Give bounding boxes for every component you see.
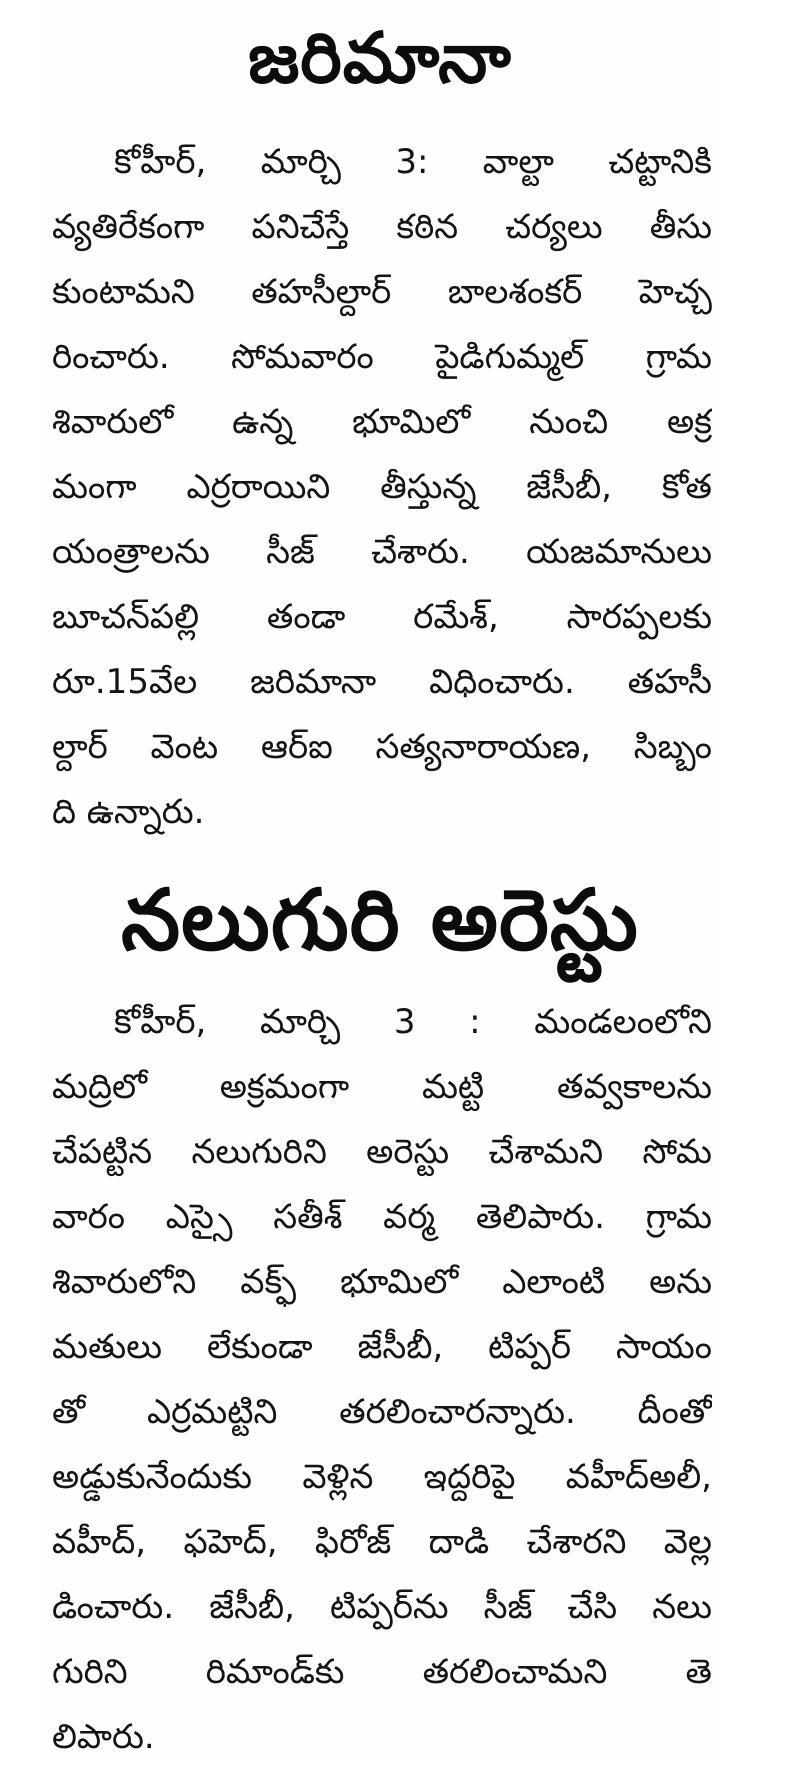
article-1-line: రించారు. సోమవారం పైడిగుమ్మల్ గ్రామ [52,337,712,377]
article-1-line: వ్యతిరేకంగా పనిచేస్తే కఠిన చర్యలు తీసు [52,207,712,247]
article-2-line: కోహీర్, మార్చి 3 : మండలంలోని [114,1002,712,1042]
article-1-line: ది ఉన్నారు. [52,792,205,832]
article-2-line: మద్రిలో అక్రమంగా మట్టి తవ్వకాలను [52,1067,712,1107]
article-2-line: తో ఎర్రమట్టిని తరలించారన్నారు. దీంతో [52,1392,712,1432]
article-1-body [52,130,712,845]
article-2-line: మతులు లేకుండా జేసీబీ, టిప్పర్ సాయం [52,1327,712,1367]
article-1-line: కుంటామని తహసీల్దార్ బాలశంకర్ హెచ్చ [52,272,712,312]
news-clipping [40,0,720,1760]
article-2-body [52,990,712,1770]
article-2-line: చేపట్టిన నలుగురిని అరెస్టు చేశామని సోమ [52,1132,712,1172]
article-2-line: అడ్డుకునేందుకు వెళ్లిన ఇద్దరిపై వహీద్‌అలీ, [52,1457,712,1497]
article-1-line: బూచన్‌పల్లి తండా రమేశ్, సారప్పలకు [52,597,712,637]
article-1-line: యంత్రాలను సీజ్ చేశారు. యజమానులు [52,532,712,572]
article-1-line: రూ.15వేల జరిమానా విధించారు. తహసీ [52,662,712,702]
article-1-line: మంగా ఎర్రరాయిని తీస్తున్న జేసీబీ, కోత [52,467,712,507]
article-2-line: వహీద్, ఫహెద్, ఫిరోజ్ దాడి చేశారని వెల్ల [52,1522,712,1562]
article-2-line: డించారు. జేసీబీ, టిప్పర్‌ను సీజ్ చేసి నలు [52,1587,712,1627]
article-1-line: కోహీర్, మార్చి 3: వాల్టా చట్టానికి [114,142,712,182]
article-2-line: లిపారు. [52,1717,155,1757]
article-1-line: శివారులో ఉన్న భూమిలో నుంచి అక్ర [52,402,712,442]
article-1-line: ల్దార్ వెంట ఆర్ఐ సత్యనారాయణ, సిబ్బం [52,727,712,767]
article-2-line: గురిని రిమాండ్‌కు తరలించామని తె [52,1652,712,1692]
article-2-line: శివారులోని వక్ఫ్ భూమిలో ఎలాంటి అను [52,1262,712,1302]
article-1-headline: జరిమానా [248,17,512,99]
article-2-headline: నలుగురి అరెస్టు [121,871,639,969]
article-2-line: వారం ఎస్సై సతీశ్ వర్మ తెలిపారు. గ్రామ [52,1197,712,1237]
